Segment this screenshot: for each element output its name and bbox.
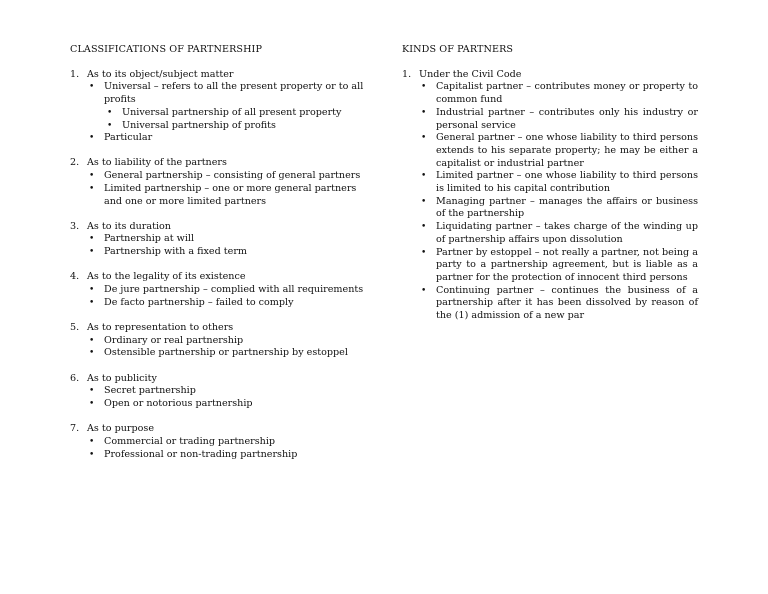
section-number: 3. xyxy=(70,220,80,232)
section-number: 4. xyxy=(70,271,80,283)
bullet-text: De jure partnership – complied with all requirements xyxy=(104,284,364,296)
sub-bullet-item xyxy=(107,106,370,120)
section-title-line xyxy=(70,423,370,436)
section-item xyxy=(70,69,370,145)
bullet-text: Commercial or trading partnership xyxy=(104,435,276,447)
section-title: Under the Civil Code xyxy=(419,68,522,80)
sub-bullet-list xyxy=(104,107,370,132)
section-number: 1. xyxy=(402,68,412,80)
section-title-line xyxy=(70,157,370,170)
bullet-marker: • xyxy=(107,107,113,118)
bullet-item xyxy=(421,221,698,246)
bullet-item xyxy=(421,81,698,106)
section-title: As to liability of the partners xyxy=(87,157,227,169)
bullet-item xyxy=(89,448,370,462)
bullet-marker: • xyxy=(89,247,95,258)
section-number: 2. xyxy=(70,157,80,169)
bullet-text: Ostensible partnership or partnership by estoppel xyxy=(104,347,348,359)
bullet-marker: • xyxy=(89,82,95,93)
kinds-of-partners-heading: KINDS OF PARTNERS xyxy=(402,44,514,55)
section-title: As to its object/subject matter xyxy=(87,68,234,80)
bullet-item xyxy=(89,334,370,348)
bullet-list xyxy=(70,81,370,145)
bullet-item xyxy=(89,284,370,297)
section-title-line xyxy=(70,221,370,234)
bullet-marker: • xyxy=(89,386,95,397)
bullet-marker: • xyxy=(89,436,95,447)
bullet-marker: • xyxy=(89,297,95,308)
bullet-marker: • xyxy=(421,247,427,258)
bullet-item xyxy=(89,296,370,310)
bullet-text: De facto partnership – failed to comply xyxy=(104,296,294,308)
section-item xyxy=(70,271,370,309)
bullet-text: Partner by estoppel – not really a partner, not being a party to a partnership agreement, but is liable as a partner for the protection of innocent third persons xyxy=(436,246,698,283)
bullet-marker: • xyxy=(421,82,427,93)
bullet-text: General partnership – consisting of general partners xyxy=(104,170,361,182)
bullet-marker: • xyxy=(421,171,427,182)
bullet-marker: • xyxy=(107,120,113,131)
sub-bullet-text: Universal partnership of all present property xyxy=(122,106,342,118)
bullet-list xyxy=(70,385,370,410)
bullet-list xyxy=(70,284,370,309)
sub-bullet-text: Universal partnership of profits xyxy=(122,119,276,131)
bullet-text: Liquidating partner – takes charge of the winding up of partnership affairs upon dissolution xyxy=(436,221,698,245)
bullet-marker: • xyxy=(421,222,427,233)
classifications-column xyxy=(70,44,370,474)
bullet-item xyxy=(89,397,370,411)
bullet-marker: • xyxy=(89,171,95,182)
classifications-list xyxy=(70,69,370,462)
bullet-item xyxy=(421,195,698,221)
bullet-text: Partnership at will xyxy=(104,233,195,245)
section-title: As to publicity xyxy=(87,372,157,384)
bullet-list xyxy=(70,233,370,258)
bullet-list xyxy=(70,436,370,461)
kinds-of-partners-list xyxy=(402,69,698,323)
bullet-text: General partner – one whose liability to third persons extends to his separate property; he may be either a capitalist or industrial partner xyxy=(436,132,698,169)
bullet-item xyxy=(421,284,698,323)
bullet-item xyxy=(421,106,698,132)
bullet-list xyxy=(402,81,698,322)
section-item xyxy=(402,69,698,323)
bullet-item xyxy=(89,246,370,259)
bullet-item xyxy=(89,170,370,183)
bullet-marker: • xyxy=(421,196,427,207)
section-title-line xyxy=(70,69,370,82)
bullet-marker: • xyxy=(89,398,95,409)
bullet-item xyxy=(89,233,370,246)
bullet-item xyxy=(89,435,370,449)
section-number: 1. xyxy=(70,68,80,80)
section-item xyxy=(70,373,370,411)
section-number: 7. xyxy=(70,423,80,435)
section-item xyxy=(70,221,370,259)
kinds-of-partners-column xyxy=(402,44,698,335)
bullet-marker: • xyxy=(89,133,95,144)
bullet-item xyxy=(421,170,698,195)
bullet-text: Ordinary or real partnership xyxy=(104,334,244,346)
section-title: As to representation to others xyxy=(87,321,234,333)
bullet-marker: • xyxy=(421,133,427,144)
bullet-item xyxy=(89,385,370,398)
section-item xyxy=(70,157,370,208)
section-title-line xyxy=(70,373,370,386)
bullet-text: Secret partnership xyxy=(104,385,196,397)
sub-bullet-item xyxy=(107,119,370,133)
bullet-marker: • xyxy=(89,449,95,460)
bullet-list xyxy=(70,170,370,208)
bullet-item xyxy=(89,347,370,360)
bullet-text: Capitalist partner – contributes money or property to common fund xyxy=(436,81,698,106)
section-title: As to its duration xyxy=(87,220,171,232)
bullet-marker: • xyxy=(89,183,95,194)
bullet-item xyxy=(421,132,698,170)
section-title: As to purpose xyxy=(87,423,155,435)
bullet-marker: • xyxy=(421,107,427,118)
section-item xyxy=(70,423,370,461)
bullet-text: Limited partner – one whose liability to third persons is limited to his capital contribution xyxy=(436,170,698,195)
bullet-item xyxy=(89,182,370,208)
bullet-text: Continuing partner – continues the business of a partnership after it has been dissolved by reason of the (1) admission of a new par xyxy=(436,284,698,322)
bullet-marker: • xyxy=(421,285,427,296)
section-title-line xyxy=(70,322,370,335)
section-title-line xyxy=(402,69,698,82)
bullet-text: Open or notorious partnership xyxy=(104,397,253,409)
bullet-item xyxy=(89,81,370,132)
bullet-marker: • xyxy=(89,234,95,245)
section-title-line xyxy=(70,271,370,284)
bullet-marker: • xyxy=(89,335,95,346)
bullet-text: Universal – refers to all the present property or to all profits xyxy=(104,81,364,106)
bullet-text: Particular xyxy=(104,132,153,144)
bullet-item xyxy=(421,246,698,285)
bullet-text: Professional or non-trading partnership xyxy=(104,448,298,460)
bullet-text: Partnership with a fixed term xyxy=(104,246,248,258)
bullet-text: Limited partnership – one or more general partners and one or more limited partners xyxy=(104,182,357,207)
section-number: 6. xyxy=(70,372,80,384)
classifications-heading: CLASSIFICATIONS OF PARTNERSHIP xyxy=(70,44,262,55)
section-title: As to the legality of its existence xyxy=(87,271,246,283)
section-number: 5. xyxy=(70,321,80,333)
bullet-list xyxy=(70,335,370,360)
bullet-item xyxy=(89,132,370,145)
bullet-marker: • xyxy=(89,285,95,296)
bullet-text: Industrial partner – contributes only his industry or personal service xyxy=(436,106,698,131)
section-item xyxy=(70,322,370,360)
bullet-marker: • xyxy=(89,348,95,359)
bullet-text: Managing partner – manages the affairs or business of the partnership xyxy=(436,195,698,220)
